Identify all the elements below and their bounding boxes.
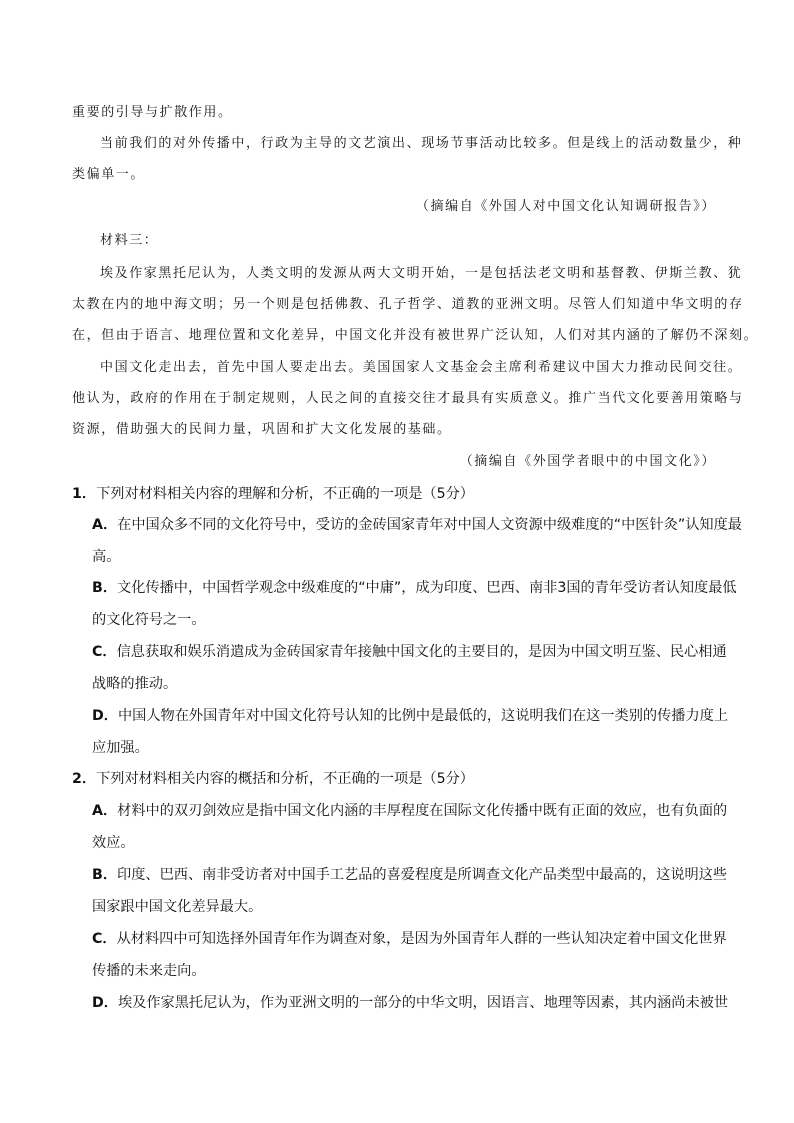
q2-option-b[interactable] xyxy=(92,868,727,882)
question-2-stem xyxy=(72,772,474,786)
option-key: C． xyxy=(92,644,117,660)
material3-text-line: 资源，借助强大的民间力量，巩固和扩大文化发展的基础。 xyxy=(72,422,452,437)
question-text: 下列对材料相关内容的概括和分析，不正确的一项是（5分） xyxy=(96,771,474,787)
q1-option-d[interactable] xyxy=(92,709,728,723)
question-1-stem xyxy=(72,487,474,501)
question-number: 2． xyxy=(72,771,97,787)
option-key: D． xyxy=(92,995,118,1011)
material3-text-line: 埃及作家黑托尼认为，人类文明的发源从两大文明开始，一是包括法老文明和基督教、伊斯兰教、犹 xyxy=(100,266,743,281)
option-key: B． xyxy=(92,580,118,596)
material3-text-line: 他认为，政府的作用在于制定规则，人民之间的直接交往才最具有实质意义。推广当代文化要善用策略与 xyxy=(72,391,744,406)
option-key: B． xyxy=(92,867,118,883)
q1-option-a-cont: 高。 xyxy=(92,549,121,565)
option-text: 埃及作家黑托尼认为，作为亚洲文明的一部分的中华文明，因语言、地理等因素，其内涵尚未被世 xyxy=(117,995,729,1011)
option-text: 材料中的双刃剑效应是指中国文化内涵的丰厚程度在国际文化传播中既有正面的效应，也有负面的 xyxy=(117,803,728,819)
option-text: 文化传播中，中国哲学观念中级难度的“中庸”，成为印度、巴西、南非3国的青年受访者认知度最低 xyxy=(117,580,737,596)
q1-option-c-cont: 战略的推动。 xyxy=(92,676,178,692)
material3-heading: 材料三： xyxy=(100,233,159,248)
question-number: 1． xyxy=(72,486,97,502)
q1-option-c[interactable] xyxy=(92,645,727,659)
q2-option-c-cont: 传播的未来走向。 xyxy=(92,963,206,979)
q1-option-b[interactable] xyxy=(92,581,737,595)
material2-source: （摘编自《外国人对中国文化认知调研报告》） xyxy=(415,199,716,214)
option-key: C． xyxy=(92,931,117,947)
material3-text-line: 太教在内的地中海文明；另一个则是包括佛教、孔子哲学、道教的亚洲文明。尽管人们知道中华文明的存 xyxy=(72,297,744,312)
material3-text-line: 在，但由于语言、地理位置和文化差异，中国文化并没有被世界广泛认知，人们对其内涵的了解仍不深刻。 xyxy=(72,328,759,343)
option-text: 从材料四中可知选择外国青年作为调查对象，是因为外国青年人群的一些认知决定着中国文化世界 xyxy=(116,931,727,947)
material2-text-line: 重要的引导与扩散作用。 xyxy=(72,105,233,120)
q2-option-d[interactable] xyxy=(92,996,728,1010)
q2-option-a-cont: 效应。 xyxy=(92,835,135,851)
material3-text-line: 中国文化走出去，首先中国人要走出去。美国国家人文基金会主席利希建议中国大力推动民间交往。 xyxy=(100,360,743,375)
option-key: A． xyxy=(92,803,118,819)
q1-option-a[interactable] xyxy=(92,518,742,532)
option-text: 印度、巴西、南非受访者对中国手工艺品的喜爱程度是所调查文化产品类型中最高的，这说明这些 xyxy=(117,867,728,883)
q2-option-b-cont: 国家跟中国文化差异最大。 xyxy=(92,899,263,915)
material3-source: （摘编自《外国学者眼中的中国文化》） xyxy=(459,454,716,469)
question-text: 下列对材料相关内容的理解和分析，不正确的一项是（5分） xyxy=(96,486,474,502)
option-key: A． xyxy=(92,517,118,533)
q2-option-a[interactable] xyxy=(92,804,727,818)
material2-text-line: 当前我们的对外传播中，行政为主导的文艺演出、现场节事活动比较多。但是线上的活动数量少，种 xyxy=(100,136,743,151)
q1-option-d-cont: 应加强。 xyxy=(92,740,149,756)
q1-option-b-cont: 的文化符号之一。 xyxy=(92,612,206,628)
option-text: 中国人物在外国青年对中国文化符号认知的比例中是最低的，这说明我们在这一类别的传播力度上 xyxy=(117,708,729,724)
option-key: D． xyxy=(92,708,118,724)
option-text: 信息获取和娱乐消遣成为金砖国家青年接触中国文化的主要目的，是因为中国文明互鉴、民心相通 xyxy=(116,644,727,660)
q2-option-c[interactable] xyxy=(92,932,727,946)
option-text: 在中国众多不同的文化符号中，受访的金砖国家青年对中国人文资源中级难度的“中医针灸”认知度最 xyxy=(117,517,742,533)
material2-text-line: 类偏单一。 xyxy=(72,167,146,182)
